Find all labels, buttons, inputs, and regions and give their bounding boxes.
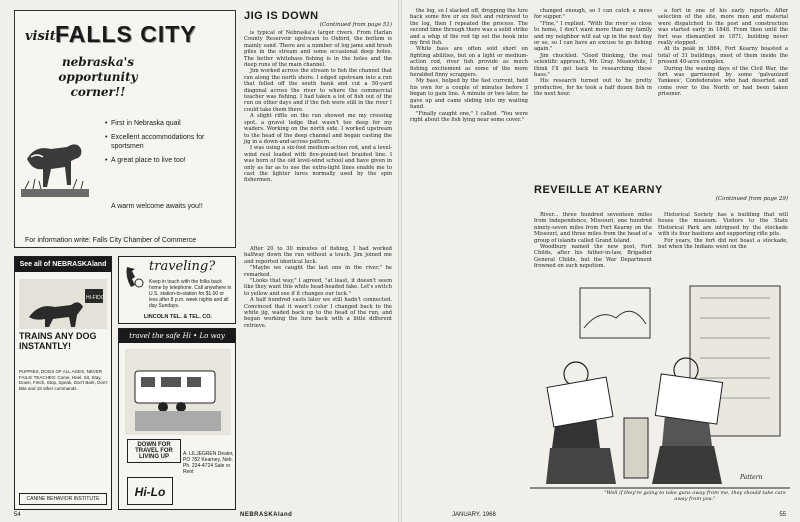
article-body bbox=[244, 246, 392, 329]
paragraph: For years, the fort did not boast a stockade, but when the Indians went on the bbox=[658, 237, 788, 251]
paragraph: "Maybe we caught the last one in the river," he remarked. bbox=[244, 265, 392, 278]
paragraph: Woodbury named the new post, Fort Childs, after his father-in-law, Brigadier General Childs, but the War Department frowned on such nepotism. bbox=[534, 244, 652, 270]
paragraph: After 20 to 30 minutes of fishing, I had worked halfway down the run without a touch. Jim joined me and reported identical luck. bbox=[244, 246, 392, 265]
paragraph: During the waning days of the Civil War, the fort was garrisoned by some 'galvanized Yankees', Confederates who had deserted and come over to the North or had been taken prisoner. bbox=[658, 65, 788, 98]
down-for-travel-box: DOWN FOR TRAVEL FOR LIVING UP bbox=[127, 439, 181, 463]
feature-item: • First in Nebraska quail bbox=[105, 119, 233, 128]
continued-note: (Continued from page 51) bbox=[319, 22, 392, 28]
jig-article-column-2 bbox=[244, 246, 392, 329]
hi-lo-trailer-ad bbox=[118, 328, 236, 510]
continued-note: (Continued from page 29) bbox=[715, 196, 788, 202]
svg-text:HI-FIDO: HI-FIDO bbox=[86, 295, 105, 301]
falls-city-ad bbox=[14, 10, 236, 248]
trailer-illustration bbox=[125, 349, 231, 435]
falls-city-title: FALLS CITY bbox=[55, 21, 197, 47]
cartoon-illustration bbox=[410, 278, 790, 510]
institute-box: CANINE BEHAVIOR INSTITUTE bbox=[19, 493, 107, 505]
paragraph: a fort in one of his early reports. After selection of the site, more men and material were dispatched to the post and construction was started early in 1848. From then until the fort was dismantled in 1871, building never really stopped. bbox=[658, 8, 788, 47]
falls-city-features bbox=[105, 119, 233, 170]
right-page bbox=[400, 0, 800, 522]
welcome-text: A warm welcome awaits you!! bbox=[111, 203, 203, 210]
hilo-logo: Hi-Lo bbox=[127, 477, 173, 505]
paragraph: A half hundred casts later we still hadn't connected. Convinced that it wasn't color I changed back to the white jig, waded back up to the head of the run, and began working the lure back with a little different retrieve. bbox=[244, 297, 392, 329]
paragraph: River... three hundred seventeen miles from Independence, Missouri, one hundred ninety-seven miles from Fort Kearny on the Missouri, and three miles from the head of a group of islands called Grand Island. bbox=[534, 212, 652, 244]
jig-article-column-4 bbox=[534, 8, 652, 98]
paragraph: changed enough, so I can catch a mess for supper." bbox=[534, 8, 652, 21]
travel-copy: Keep in touch with the folks back home by telephone. Call anywhere in U.S. station-to-station for $1.00 or less after 8 p.m. week nights and all day Sundays. bbox=[149, 279, 232, 309]
magazine-name: NEBRASKAland bbox=[240, 512, 293, 518]
traveling-headline: traveling? bbox=[149, 259, 216, 274]
paragraph: His research turned out to be pretty productive, for he took a half dozen fish in the next hour. bbox=[534, 78, 652, 98]
paragraph: Historical Society has a building that will house the museum. Visitors to the State Historical Park are intrigued by the stockade with its four bastions and supporting rifle pits. bbox=[658, 212, 788, 238]
paragraph: the log, so I slacked off, dropping the lure back some five or six feet and retrieved to the log, then I repeated the process. The second time through there was a solid strike and a whip of the rod tip set the hook into my first fish. bbox=[410, 8, 528, 47]
reveille-header bbox=[534, 184, 788, 204]
reveille-column-1 bbox=[534, 212, 652, 270]
paragraph: At its peak in 1864, Fort Kearny boasted a total of 31 buildings, most of them inside the present 40-acre complex. bbox=[658, 46, 788, 66]
feature-item: • Excellent accommodations for sportsmen bbox=[105, 133, 233, 151]
dog-trainer-illustration bbox=[19, 279, 107, 329]
paragraph: is typical of Nebraska's larger rivers. From Harlan County Reservoir upstream to Oxford, the bottom is mainly sand. There are a number of log jams and brush piles in the stream and some occasional deep holes. The better whitebass fishing is in the holes and the deep runs of the main channel. bbox=[244, 30, 392, 69]
seeall-fine-print: PUPPIES, DOGS OF ALL AGES, NEVER FAILS! TEACHES: Come, Heel, Sit, Stay, Down, Fetch, Stop, Speak, Don't Bark, Don't Bite and 18 other commands. bbox=[19, 369, 108, 391]
seeall-header: See all of NEBRASKAland bbox=[15, 257, 111, 272]
hilo-header: travel the safe Hi • Lo way bbox=[119, 329, 235, 343]
lincoln-telephone-ad bbox=[118, 256, 236, 324]
info-line: For information write: Falls City Chamber of Commerce bbox=[25, 237, 197, 244]
feature-item: • A great place to live too! bbox=[105, 156, 233, 165]
paragraph: "Finally caught one," I called. "You were right about the fish lying near some cover." bbox=[410, 110, 528, 123]
paragraph: Jim chuckled. "Good thinking, the real scientific approach, Mr. Gray. Meanwhile, I think I'll get back to researching these bass." bbox=[534, 52, 652, 79]
dealer-info: A. LILJEGREN Dealer, PO 782 Kearney, Neb. Ph. 234-4724 Sale or Rent bbox=[183, 451, 234, 475]
bird-dog-illustration bbox=[21, 119, 89, 197]
telephone-icon bbox=[123, 263, 145, 293]
reveille-article-column bbox=[658, 8, 788, 98]
paragraph: My bass, helped by the fast current, held his own for a couple of minutes before I began to gain line. A minute or two later, he gave up and came sliding into my waiting hand. bbox=[410, 78, 528, 111]
jig-article-column-3 bbox=[410, 8, 528, 123]
company-name: LINCOLN TEL. & TEL. CO. bbox=[143, 314, 213, 320]
trains-headline: TRAINS ANY DOG INSTANTLY! bbox=[19, 331, 97, 351]
issue-date: JANUARY, 1968 bbox=[452, 512, 496, 518]
falls-city-tagline: nebraska's opportunity corner!! bbox=[58, 55, 138, 99]
paragraph: "Looks that way," I agreed, "at least, it doesn't seem like they want this white head-headed fake. Let's switch to yellow and see if it changes our luck." bbox=[244, 278, 392, 297]
artist-signature: Pattern bbox=[740, 474, 763, 481]
cartoon-caption: "Well if they're going to take guns away from me, they should take cars away from you." bbox=[604, 490, 786, 502]
paragraph: I was using a six-foot medium-action rod, and a level-wind reel loaded with five-pound-test braided line. I was born of the old level-wind school and have given in only as far as to use the extra-light lines enable me to cast the lighter lures normally used by the spin fishermen. bbox=[244, 145, 392, 184]
see-all-nebraskaland-ad bbox=[14, 256, 112, 510]
jig-article-column-1 bbox=[244, 10, 392, 184]
paragraph: A slight riffle on the run showed me my crossing spot, a gravel ledge that wasn't too deep for my waders. Working on the north side, I worked upstream to the head of the deep channel and began casting the jig in a down-and-across pattern. bbox=[244, 113, 392, 145]
reveille-column-2 bbox=[658, 212, 788, 250]
page-number-right: 55 bbox=[779, 512, 786, 518]
paragraph: "Fine," I replied. "With the river so close to home, I don't want more than my family and my neighbor will eat up in the next day or so, so I can have an excuse to go fishing again." bbox=[534, 20, 652, 53]
paragraph: Jim worked across the stream to fish the channel that ran along the north shore. I edged upstream into a run that felled off the south bank and cut a 50-yard diagonal across the river to where the commercial teacher was fishing. I had taken a lot of fish out of the run on other days and if the fish were still in the river I could take them there. bbox=[244, 68, 392, 113]
article-body bbox=[244, 30, 392, 184]
visit-label: visit bbox=[25, 29, 56, 44]
jig-article-title: JIG IS DOWN bbox=[244, 10, 319, 22]
paragraph: White bass are often sold short on fighting abilities, but on a light or medium-action rod, river fish provide as much fishing excitement as some of the more heralded finny scrappers. bbox=[410, 46, 528, 79]
page-number-left: 54 bbox=[14, 512, 21, 518]
reveille-title: REVEILLE AT KEARNY bbox=[534, 184, 663, 196]
